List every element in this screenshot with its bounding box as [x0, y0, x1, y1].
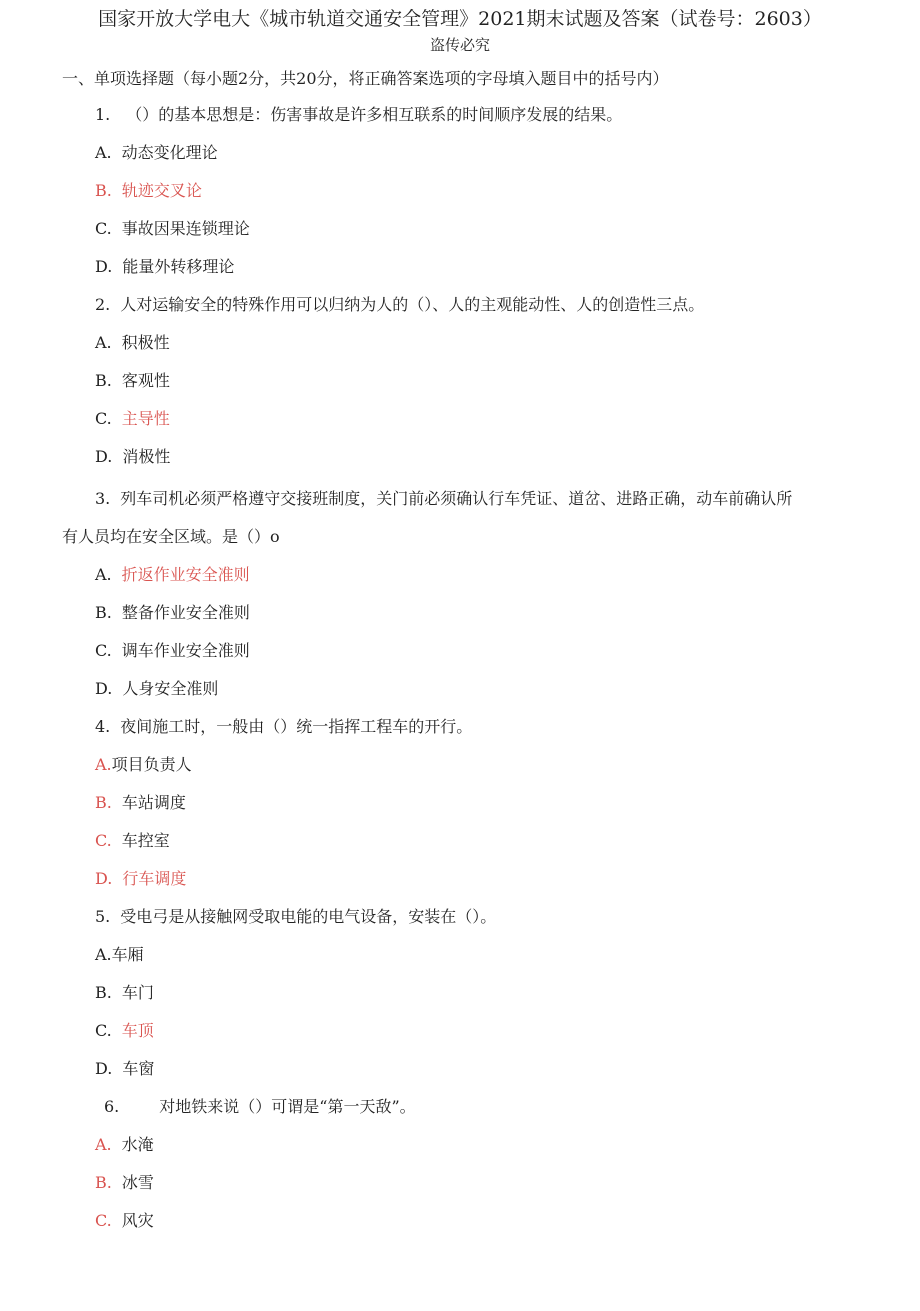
option-text: 人身安全准则	[122, 679, 219, 698]
option-text: 动态变化理论	[121, 143, 218, 162]
option-letter: A.	[95, 945, 112, 964]
option-text: 折返作业安全准则	[121, 565, 250, 584]
option-letter: D.	[95, 679, 113, 698]
option-letter: B.	[95, 181, 112, 200]
option-text: 主导性	[121, 409, 170, 428]
option-text: 车门	[121, 983, 154, 1002]
question-text: 夜间施工时，一般由（）统一指挥工程车的开行。	[120, 717, 473, 736]
option-text: 客观性	[121, 371, 170, 390]
option-letter: B.	[95, 1173, 112, 1192]
option-letter: A.	[95, 565, 112, 584]
option-letter: B.	[95, 983, 112, 1002]
option-text: 车窗	[122, 1059, 155, 1078]
question-number: 5.	[95, 907, 111, 926]
option-text: 项目负责人	[111, 755, 192, 774]
option-4c	[95, 830, 170, 852]
option-2a	[95, 332, 170, 354]
option-letter: A.	[95, 755, 112, 774]
option-text: 风灾	[121, 1211, 154, 1230]
option-letter: D.	[95, 447, 113, 466]
option-2c	[95, 408, 170, 430]
option-1d	[95, 256, 234, 278]
option-1a	[95, 142, 218, 164]
section-heading: 一、单项选择题（每小题2分，共20分，将正确答案选项的字母填入题目中的括号内）	[62, 69, 669, 88]
option-letter: C.	[95, 641, 112, 660]
option-letter: D.	[95, 257, 113, 276]
option-3b	[95, 602, 250, 624]
option-text: 冰雪	[121, 1173, 154, 1192]
page-subtitle: 盗传必究	[429, 36, 490, 54]
question-number: 4.	[95, 717, 111, 736]
option-letter: B.	[95, 793, 112, 812]
option-text: 车控室	[121, 831, 170, 850]
option-text: 轨迹交叉论	[121, 181, 202, 200]
option-6b	[95, 1172, 154, 1194]
option-5a	[95, 944, 144, 966]
option-letter: B.	[95, 371, 112, 390]
question-number: 6.	[104, 1097, 120, 1116]
option-text: 水淹	[121, 1135, 154, 1154]
option-3d	[95, 678, 218, 700]
question-6	[104, 1096, 416, 1118]
option-text: 车厢	[111, 945, 144, 964]
option-4b	[95, 792, 186, 814]
option-5c	[95, 1020, 154, 1042]
option-text: 积极性	[121, 333, 170, 352]
option-letter: A.	[95, 333, 112, 352]
option-letter: B.	[95, 603, 112, 622]
option-6a	[95, 1134, 154, 1156]
option-2d	[95, 446, 170, 468]
question-text: 对地铁来说（）可谓是“第一天敌”。	[159, 1097, 416, 1116]
option-letter: C.	[95, 831, 112, 850]
option-letter: D.	[95, 1059, 113, 1078]
option-1b	[95, 180, 202, 202]
page-title: 国家开放大学电大《城市轨道交通安全管理》2021期末试题及答案（试卷号：2603）	[98, 8, 822, 30]
option-letter: C.	[95, 409, 112, 428]
option-text: 车顶	[121, 1021, 154, 1040]
option-text: 调车作业安全准则	[121, 641, 250, 660]
option-text: 整备作业安全准则	[121, 603, 250, 622]
option-1c	[95, 218, 250, 240]
question-4	[95, 716, 472, 738]
option-text: 行车调度	[122, 869, 187, 888]
option-letter: C.	[95, 1211, 112, 1230]
question-5	[95, 906, 496, 928]
option-5b	[95, 982, 154, 1004]
option-2b	[95, 370, 170, 392]
question-number: 3.	[95, 489, 111, 508]
option-letter: A.	[95, 143, 112, 162]
question-3-continued: 有人员均在安全区域。是（）o	[62, 527, 280, 546]
question-2	[95, 294, 704, 316]
option-4a	[95, 754, 192, 776]
question-text: （）的基本思想是：伤害事故是许多相互联系的时间顺序发展的结果。	[126, 105, 623, 124]
question-number: 2.	[95, 295, 111, 314]
option-5d	[95, 1058, 154, 1080]
question-1	[95, 104, 622, 126]
question-3	[95, 488, 792, 510]
question-text: 受电弓是从接触网受取电能的电气设备，安装在（）。	[120, 907, 497, 926]
option-text: 车站调度	[121, 793, 186, 812]
option-text: 能量外转移理论	[122, 257, 235, 276]
option-letter: A.	[95, 1135, 112, 1154]
option-3c	[95, 640, 250, 662]
question-number: 1.	[95, 105, 111, 124]
question-text: 人对运输安全的特殊作用可以归纳为人的（）、人的主观能动性、人的创造性三点。	[120, 295, 705, 314]
option-4d	[95, 868, 186, 890]
option-6c	[95, 1210, 154, 1232]
question-text-line1: 列车司机必须严格遵守交接班制度，关门前必须确认行车凭证、道岔、进路正确，动车前确认所	[120, 489, 793, 508]
option-letter: C.	[95, 219, 112, 238]
option-3a	[95, 564, 250, 586]
option-letter: D.	[95, 869, 113, 888]
option-letter: C.	[95, 1021, 112, 1040]
option-text: 消极性	[122, 447, 171, 466]
option-text: 事故因果连锁理论	[121, 219, 250, 238]
